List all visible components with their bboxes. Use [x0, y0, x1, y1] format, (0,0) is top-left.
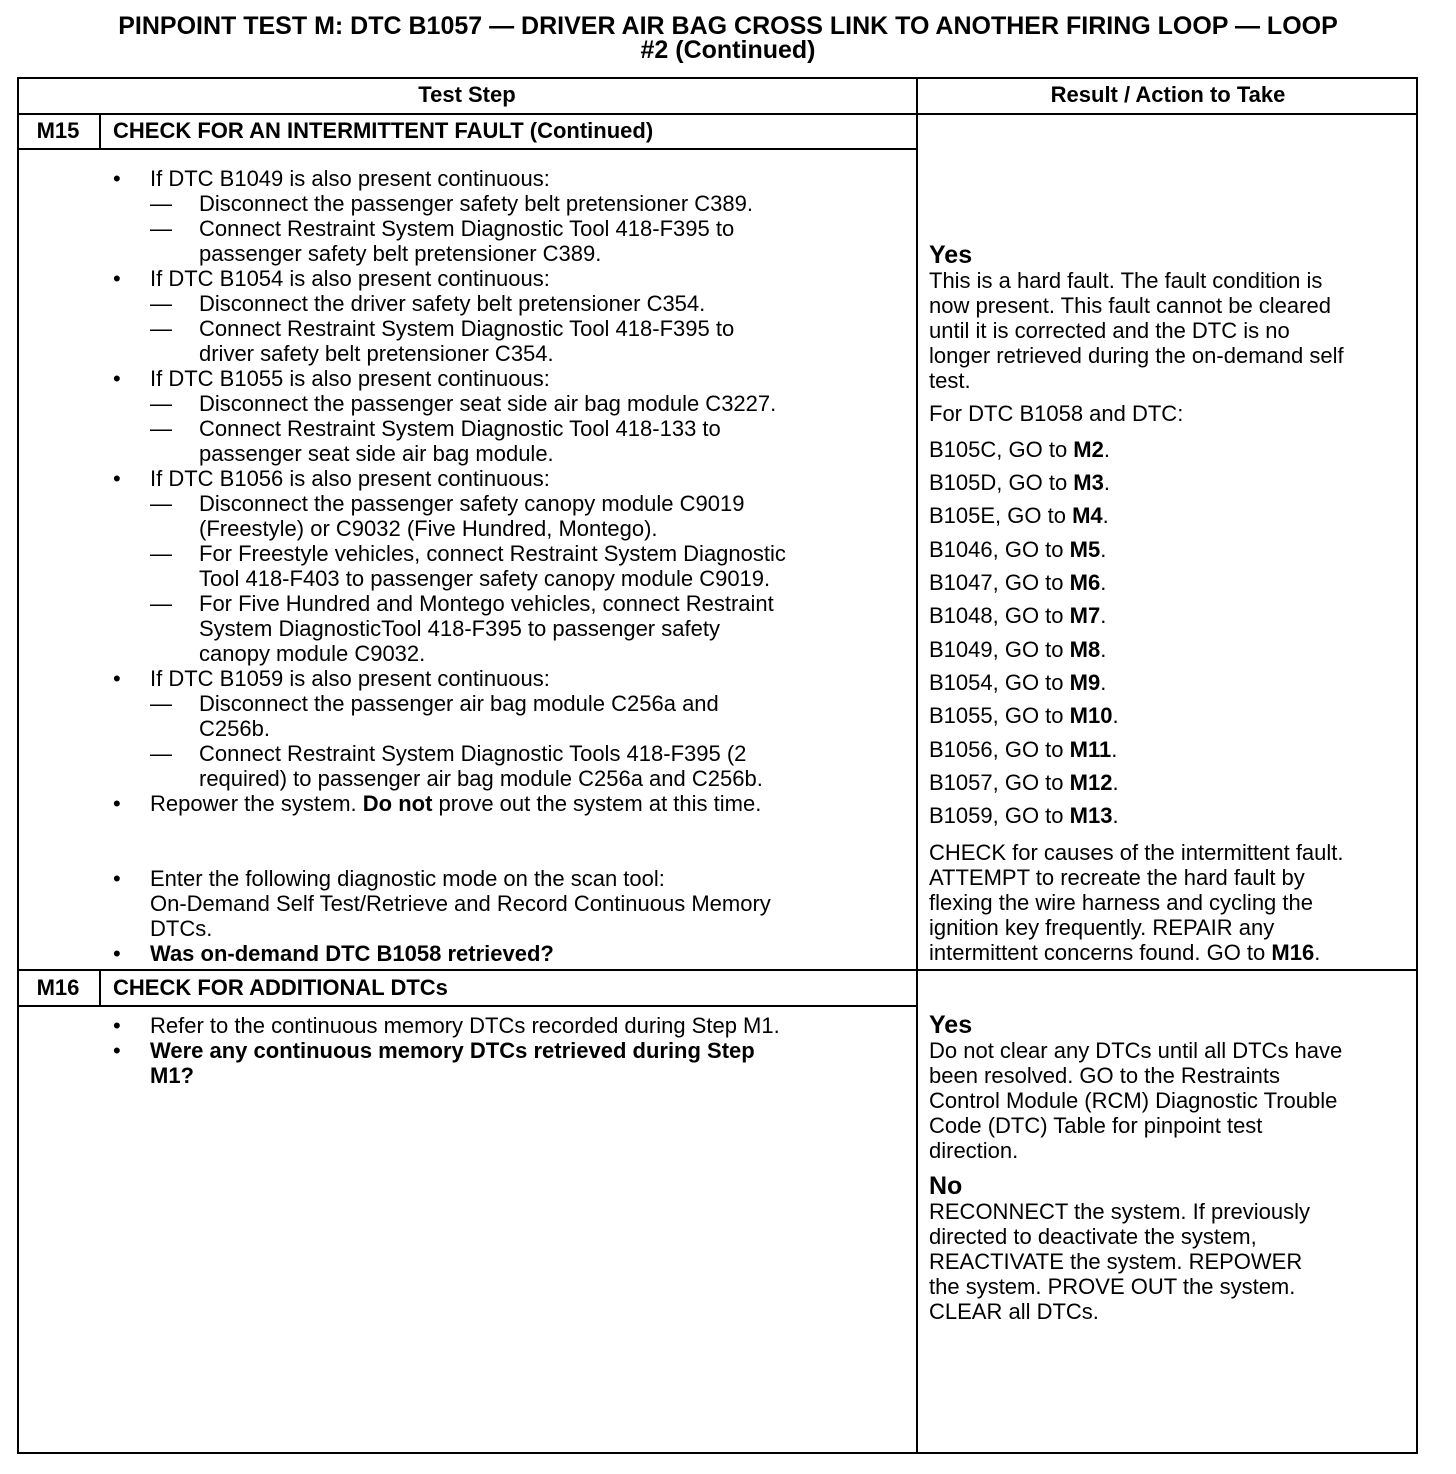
m15-line: If DTC B1056 is also present continuous:	[150, 466, 550, 491]
m15-check-line: flexing the wire harness and cycling the	[929, 890, 1313, 915]
m15-line-repower	[150, 791, 761, 816]
bullet-icon: •	[113, 666, 121, 691]
bullet-icon: •	[113, 866, 121, 891]
m16-no-line: CLEAR all DTCs.	[929, 1299, 1099, 1324]
m15-check-line: CHECK for causes of the intermittent fault.	[929, 840, 1344, 865]
m15-line: If DTC B1059 is also present continuous:	[150, 666, 550, 691]
bullet-icon: •	[113, 166, 121, 191]
m16-step-title: CHECK FOR ADDITIONAL DTCs	[113, 975, 448, 1000]
repower-text: Repower the system.	[150, 791, 363, 816]
m15-line: If DTC B1055 is also present continuous:	[150, 366, 550, 391]
m15-yes-line: now present. This fault cannot be cleared	[929, 293, 1331, 318]
m15-line: If DTC B1049 is also present continuous:	[150, 166, 550, 191]
m15-yes-line: until it is corrected and the DTC is no	[929, 318, 1290, 343]
m15-line: Connect Restraint System Diagnostic Tool 418-F395 to	[199, 316, 735, 341]
m15-line: Connect Restraint System Diagnostic Tool 418-F395 to	[199, 216, 735, 241]
m15-line: System DiagnosticTool 418-F395 to passenger safety	[199, 616, 720, 641]
goto-item: B1056, GO to M11.	[929, 737, 1118, 762]
goto-step-link[interactable]: M5	[1069, 537, 1101, 562]
goto-step-link[interactable]: M3	[1073, 470, 1104, 495]
m16-question: Were any continuous memory DTCs retrieved during Step	[150, 1038, 755, 1063]
goto-code: B1059, GO to	[929, 803, 1070, 828]
m15-line: Disconnect the passenger air bag module C256a and	[199, 691, 719, 716]
goto-code: B1056, GO to	[929, 737, 1070, 762]
goto-code: B1049, GO to	[929, 637, 1070, 662]
header-test-step: Test Step	[418, 82, 516, 107]
m16-id-divider	[99, 969, 101, 1007]
dash-icon: —	[150, 191, 172, 216]
m16-line: Refer to the continuous memory DTCs recorded during Step M1.	[150, 1013, 780, 1038]
m15-line: Tool 418-F403 to passenger safety canopy module C9019.	[199, 566, 771, 591]
goto-item: B1048, GO to M7.	[929, 603, 1107, 628]
m15-line: Enter the following diagnostic mode on the scan tool:	[150, 866, 665, 891]
m16-yes-label: Yes	[929, 1011, 973, 1039]
m16-question: M1?	[150, 1063, 194, 1088]
goto-code: B1048, GO to	[929, 603, 1070, 628]
dash-icon: —	[150, 316, 172, 341]
goto-step-link[interactable]: M9	[1069, 670, 1101, 695]
bullet-icon: •	[113, 791, 121, 816]
bullet-icon: •	[113, 1038, 121, 1063]
dash-icon: —	[150, 416, 172, 441]
dash-icon: —	[150, 216, 172, 241]
page-title-line1: PINPOINT TEST M: DTC B1057 — DRIVER AIR BAG CROSS LINK TO ANOTHER FIRING LOOP — LOOP	[118, 12, 1338, 40]
goto-code: B105D, GO to	[929, 470, 1074, 495]
goto-code: B1046, GO to	[929, 537, 1070, 562]
bullet-icon: •	[113, 1013, 121, 1038]
goto-step-link[interactable]: M16	[1271, 940, 1315, 965]
goto-step-link[interactable]: M12	[1069, 770, 1113, 795]
goto-step-link[interactable]: M6	[1069, 570, 1101, 595]
m16-yes-line: Do not clear any DTCs until all DTCs have	[929, 1038, 1343, 1063]
goto-code: B1047, GO to	[929, 570, 1070, 595]
goto-code: B1055, GO to	[929, 703, 1070, 728]
m15-line: required) to passenger air bag module C256a and C256b.	[199, 766, 763, 791]
goto-step-link[interactable]: M7	[1069, 603, 1101, 628]
goto-step-link[interactable]: M8	[1069, 637, 1101, 662]
m15-yes-line: test.	[929, 368, 971, 393]
m15-line: DTCs.	[150, 916, 213, 941]
dash-icon: —	[150, 691, 172, 716]
m15-line: driver safety belt pretensioner C354.	[199, 341, 554, 366]
m15-yes-label: Yes	[929, 241, 973, 269]
goto-code: B1057, GO to	[929, 770, 1070, 795]
m15-check-last-line: intermittent concerns found. GO to M16.	[929, 940, 1321, 965]
m16-yes-line: been resolved. GO to the Restraints	[929, 1063, 1280, 1088]
do-not-emphasis: Do not	[362, 791, 433, 816]
m16-no-label: No	[929, 1172, 963, 1200]
dash-icon: —	[150, 291, 172, 316]
dash-icon: —	[150, 491, 172, 516]
m15-line: Disconnect the passenger seat side air bag module C3227.	[199, 391, 777, 416]
goto-item: B1059, GO to M13.	[929, 803, 1119, 828]
m16-yes-line: direction.	[929, 1138, 1019, 1163]
dash-icon: —	[150, 741, 172, 766]
m15-line: Disconnect the driver safety belt pretensioner C354.	[199, 291, 706, 316]
goto-step-link[interactable]: M13	[1069, 803, 1113, 828]
m15-check-line: ignition key frequently. REPAIR any	[929, 915, 1275, 940]
goto-step-link[interactable]: M4	[1072, 503, 1103, 528]
check-last-text: intermittent concerns found. GO to	[929, 940, 1272, 965]
goto-item: B1047, GO to M6.	[929, 570, 1107, 595]
bullet-icon: •	[113, 366, 121, 391]
goto-item: B1057, GO to M12.	[929, 770, 1119, 795]
goto-item: B105E, GO to M4.	[929, 503, 1109, 528]
m15-line: passenger seat side air bag module.	[199, 441, 554, 466]
m16-no-line: directed to deactivate the system,	[929, 1224, 1257, 1249]
m15-line: (Freestyle) or C9032 (Five Hundred, Montego).	[199, 516, 658, 541]
m15-yes-line: This is a hard fault. The fault condition is	[929, 268, 1323, 293]
goto-code: B105E, GO to	[929, 503, 1073, 528]
goto-step-link[interactable]: M2	[1073, 437, 1104, 462]
page-title-line2: #2 (Continued)	[640, 36, 816, 64]
m15-question: Was on-demand DTC B1058 retrieved?	[150, 941, 554, 966]
m16-step-id: M16	[36, 975, 80, 1000]
m15-line: For Freestyle vehicles, connect Restraint System Diagnostic	[199, 541, 786, 566]
goto-step-link[interactable]: M10	[1069, 703, 1113, 728]
m15-line: Disconnect the passenger safety canopy module C9019	[199, 491, 745, 516]
m15-line: Connect Restraint System Diagnostic Tool 418-133 to	[199, 416, 721, 441]
bullet-icon: •	[113, 941, 121, 966]
dash-icon: —	[150, 591, 172, 616]
m16-no-line: the system. PROVE OUT the system.	[929, 1274, 1296, 1299]
bullet-icon: •	[113, 266, 121, 291]
goto-code: B105C, GO to	[929, 437, 1074, 462]
page-title	[0, 14, 1456, 62]
goto-item: B105D, GO to M3.	[929, 470, 1110, 495]
m15-for-dtc: For DTC B1058 and DTC:	[929, 401, 1184, 426]
m16-yes-line: Control Module (RCM) Diagnostic Trouble	[929, 1088, 1338, 1113]
m15-yes-line: longer retrieved during the on-demand self	[929, 343, 1344, 368]
goto-step-link[interactable]: M11	[1069, 737, 1112, 762]
goto-item: B105C, GO to M2.	[929, 437, 1110, 462]
m15-line: canopy module C9032.	[199, 641, 426, 666]
m16-no-line: REACTIVATE the system. REPOWER	[929, 1249, 1303, 1274]
m15-line: For Five Hundred and Montego vehicles, connect Restraint	[199, 591, 774, 616]
m15-line: Disconnect the passenger safety belt pretensioner C389.	[199, 191, 753, 216]
bullet-icon: •	[113, 466, 121, 491]
m15-check-line: ATTEMPT to recreate the hard fault by	[929, 865, 1305, 890]
m15-id-divider	[99, 113, 101, 150]
goto-item: B1055, GO to M10.	[929, 703, 1119, 728]
goto-item: B1049, GO to M8.	[929, 637, 1107, 662]
header-result: Result / Action to Take	[1050, 82, 1286, 107]
m15-line: C256b.	[199, 716, 270, 741]
m16-yes-line: Code (DTC) Table for pinpoint test	[929, 1113, 1263, 1138]
repower-text-end: prove out the system at this time.	[432, 791, 762, 816]
goto-item: B1046, GO to M5.	[929, 537, 1107, 562]
m15-line: Connect Restraint System Diagnostic Tools 418-F395 (2	[199, 741, 747, 766]
m16-no-line: RECONNECT the system. If previously	[929, 1199, 1311, 1224]
column-divider	[916, 77, 918, 1454]
m15-line: On-Demand Self Test/Retrieve and Record Continuous Memory	[150, 891, 771, 916]
goto-code: B1054, GO to	[929, 670, 1070, 695]
m15-step-id: M15	[36, 118, 80, 143]
dash-icon: —	[150, 391, 172, 416]
m15-step-title: CHECK FOR AN INTERMITTENT FAULT (Continued)	[113, 118, 654, 143]
m15-line: If DTC B1054 is also present continuous:	[150, 266, 550, 291]
dash-icon: —	[150, 541, 172, 566]
goto-item: B1054, GO to M9.	[929, 670, 1107, 695]
m15-line: passenger safety belt pretensioner C389.	[199, 241, 602, 266]
